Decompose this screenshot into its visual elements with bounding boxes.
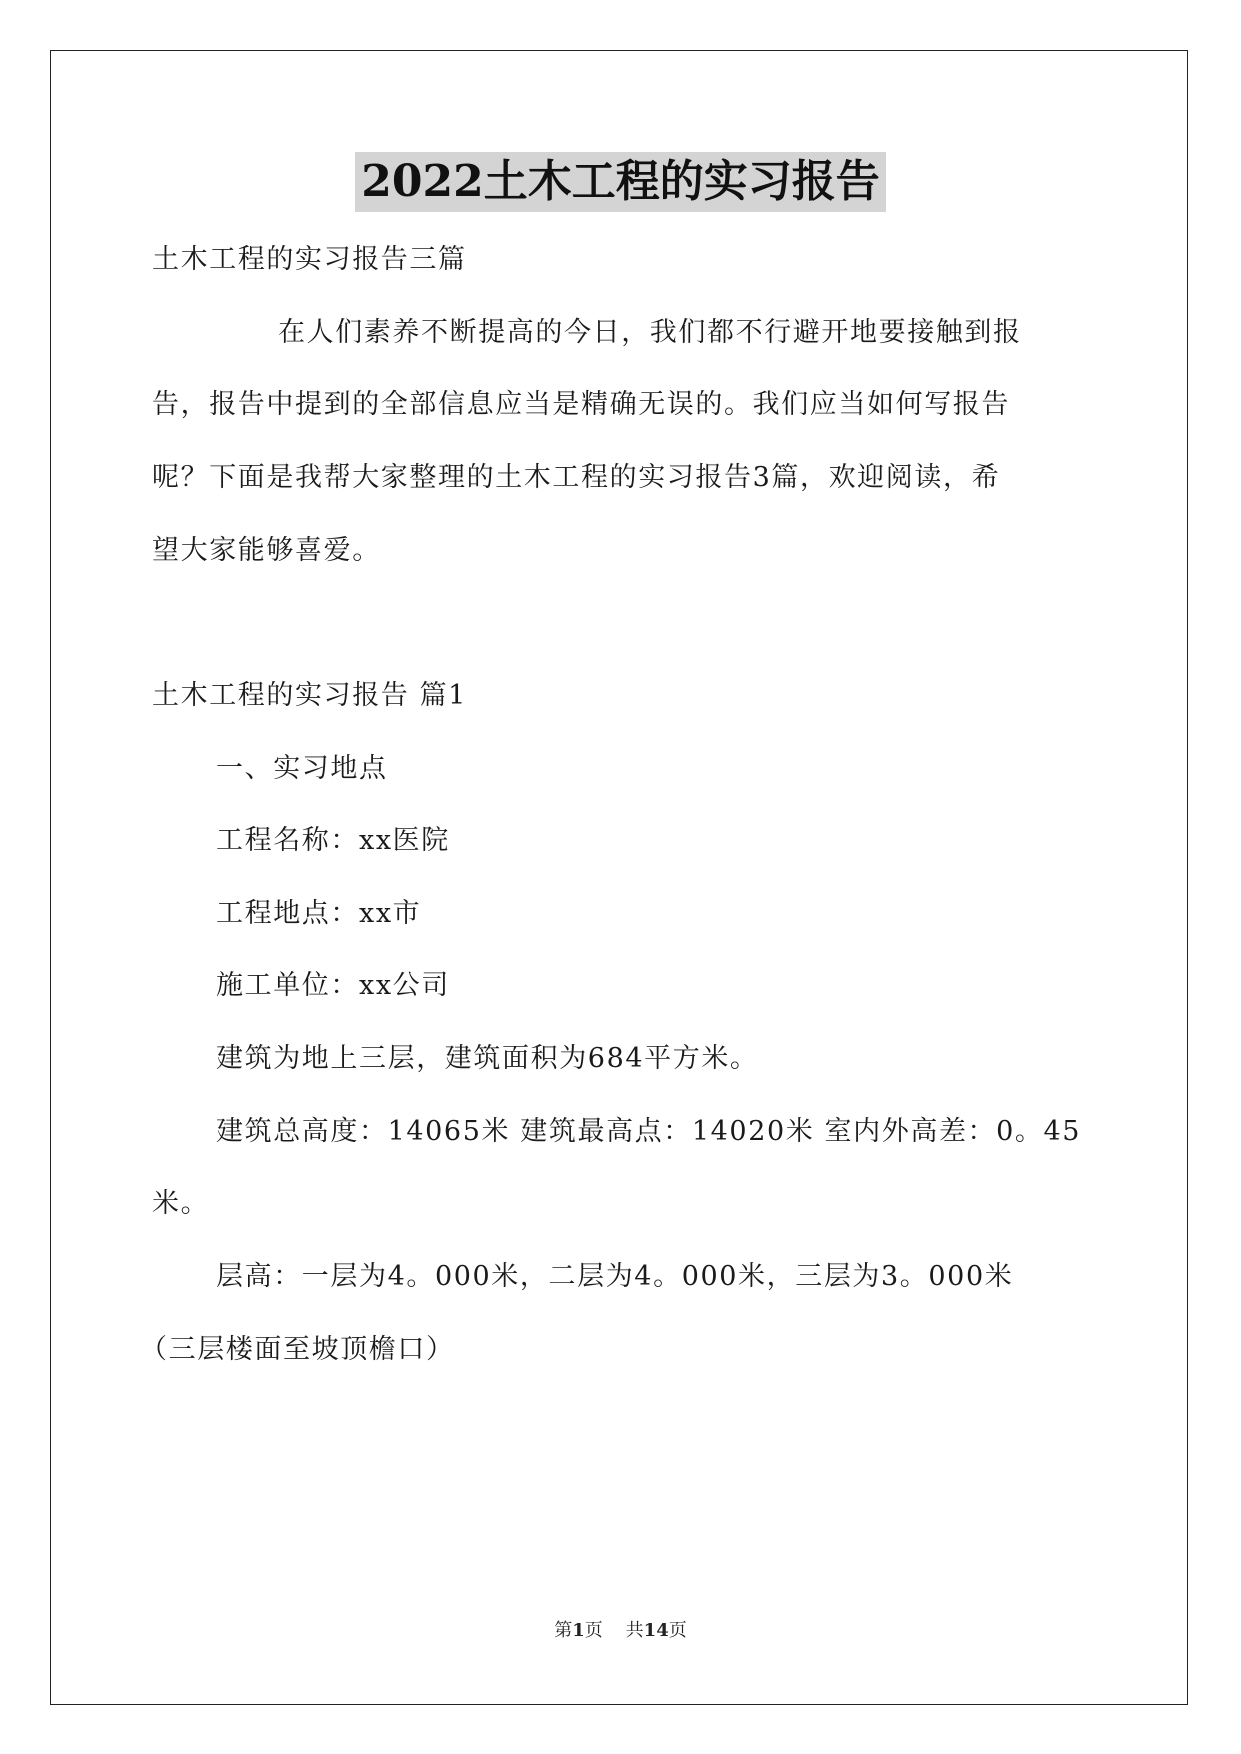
footer-total-prefix: 共 bbox=[625, 1620, 644, 1641]
project-name: 工程名称：xx医院 bbox=[216, 825, 450, 856]
intro-line-1: 在人们素养不断提高的今日，我们都不行避开地要接触到报 bbox=[278, 317, 1022, 348]
intro-line-2: 告，报告中提到的全部信息应当是精确无误的。我们应当如何写报告 bbox=[152, 389, 1010, 420]
project-location: 工程地点：xx市 bbox=[216, 898, 422, 929]
footer-page-unit: 页 bbox=[584, 1620, 603, 1641]
section-title: 土木工程的实习报告 篇1 bbox=[152, 680, 467, 711]
floor-line-2: （三层楼面至坡顶檐口） bbox=[140, 1334, 455, 1365]
footer-total-unit: 页 bbox=[668, 1620, 687, 1641]
intro-line-4: 望大家能够喜爱。 bbox=[152, 535, 381, 566]
page-footer bbox=[0, 1620, 1241, 1642]
title-wrap bbox=[0, 152, 1241, 212]
page-border bbox=[50, 50, 1188, 1705]
footer-page-current: 1 bbox=[572, 1620, 585, 1641]
height-line-1: 建筑总高度：14065米 建筑最高点：14020米 室内外高差：0。45 bbox=[216, 1116, 1082, 1147]
footer-page-prefix: 第 bbox=[554, 1620, 573, 1641]
intro-line-3: 呢？下面是我帮大家整理的土木工程的实习报告3篇，欢迎阅读，希 bbox=[152, 462, 1001, 493]
floor-line-1: 层高：一层为4。000米，二层为4。000米，三层为3。000米 bbox=[216, 1261, 1014, 1292]
document-title: 2022土木工程的实习报告 bbox=[355, 152, 885, 212]
height-line-2: 米。 bbox=[152, 1188, 210, 1219]
heading-1: 一、实习地点 bbox=[216, 753, 388, 784]
subtitle: 土木工程的实习报告三篇 bbox=[152, 244, 467, 275]
footer-page-total: 14 bbox=[643, 1620, 669, 1641]
construction-unit: 施工单位：xx公司 bbox=[216, 970, 450, 1001]
building-area: 建筑为地上三层，建筑面积为684平方米。 bbox=[216, 1043, 759, 1074]
